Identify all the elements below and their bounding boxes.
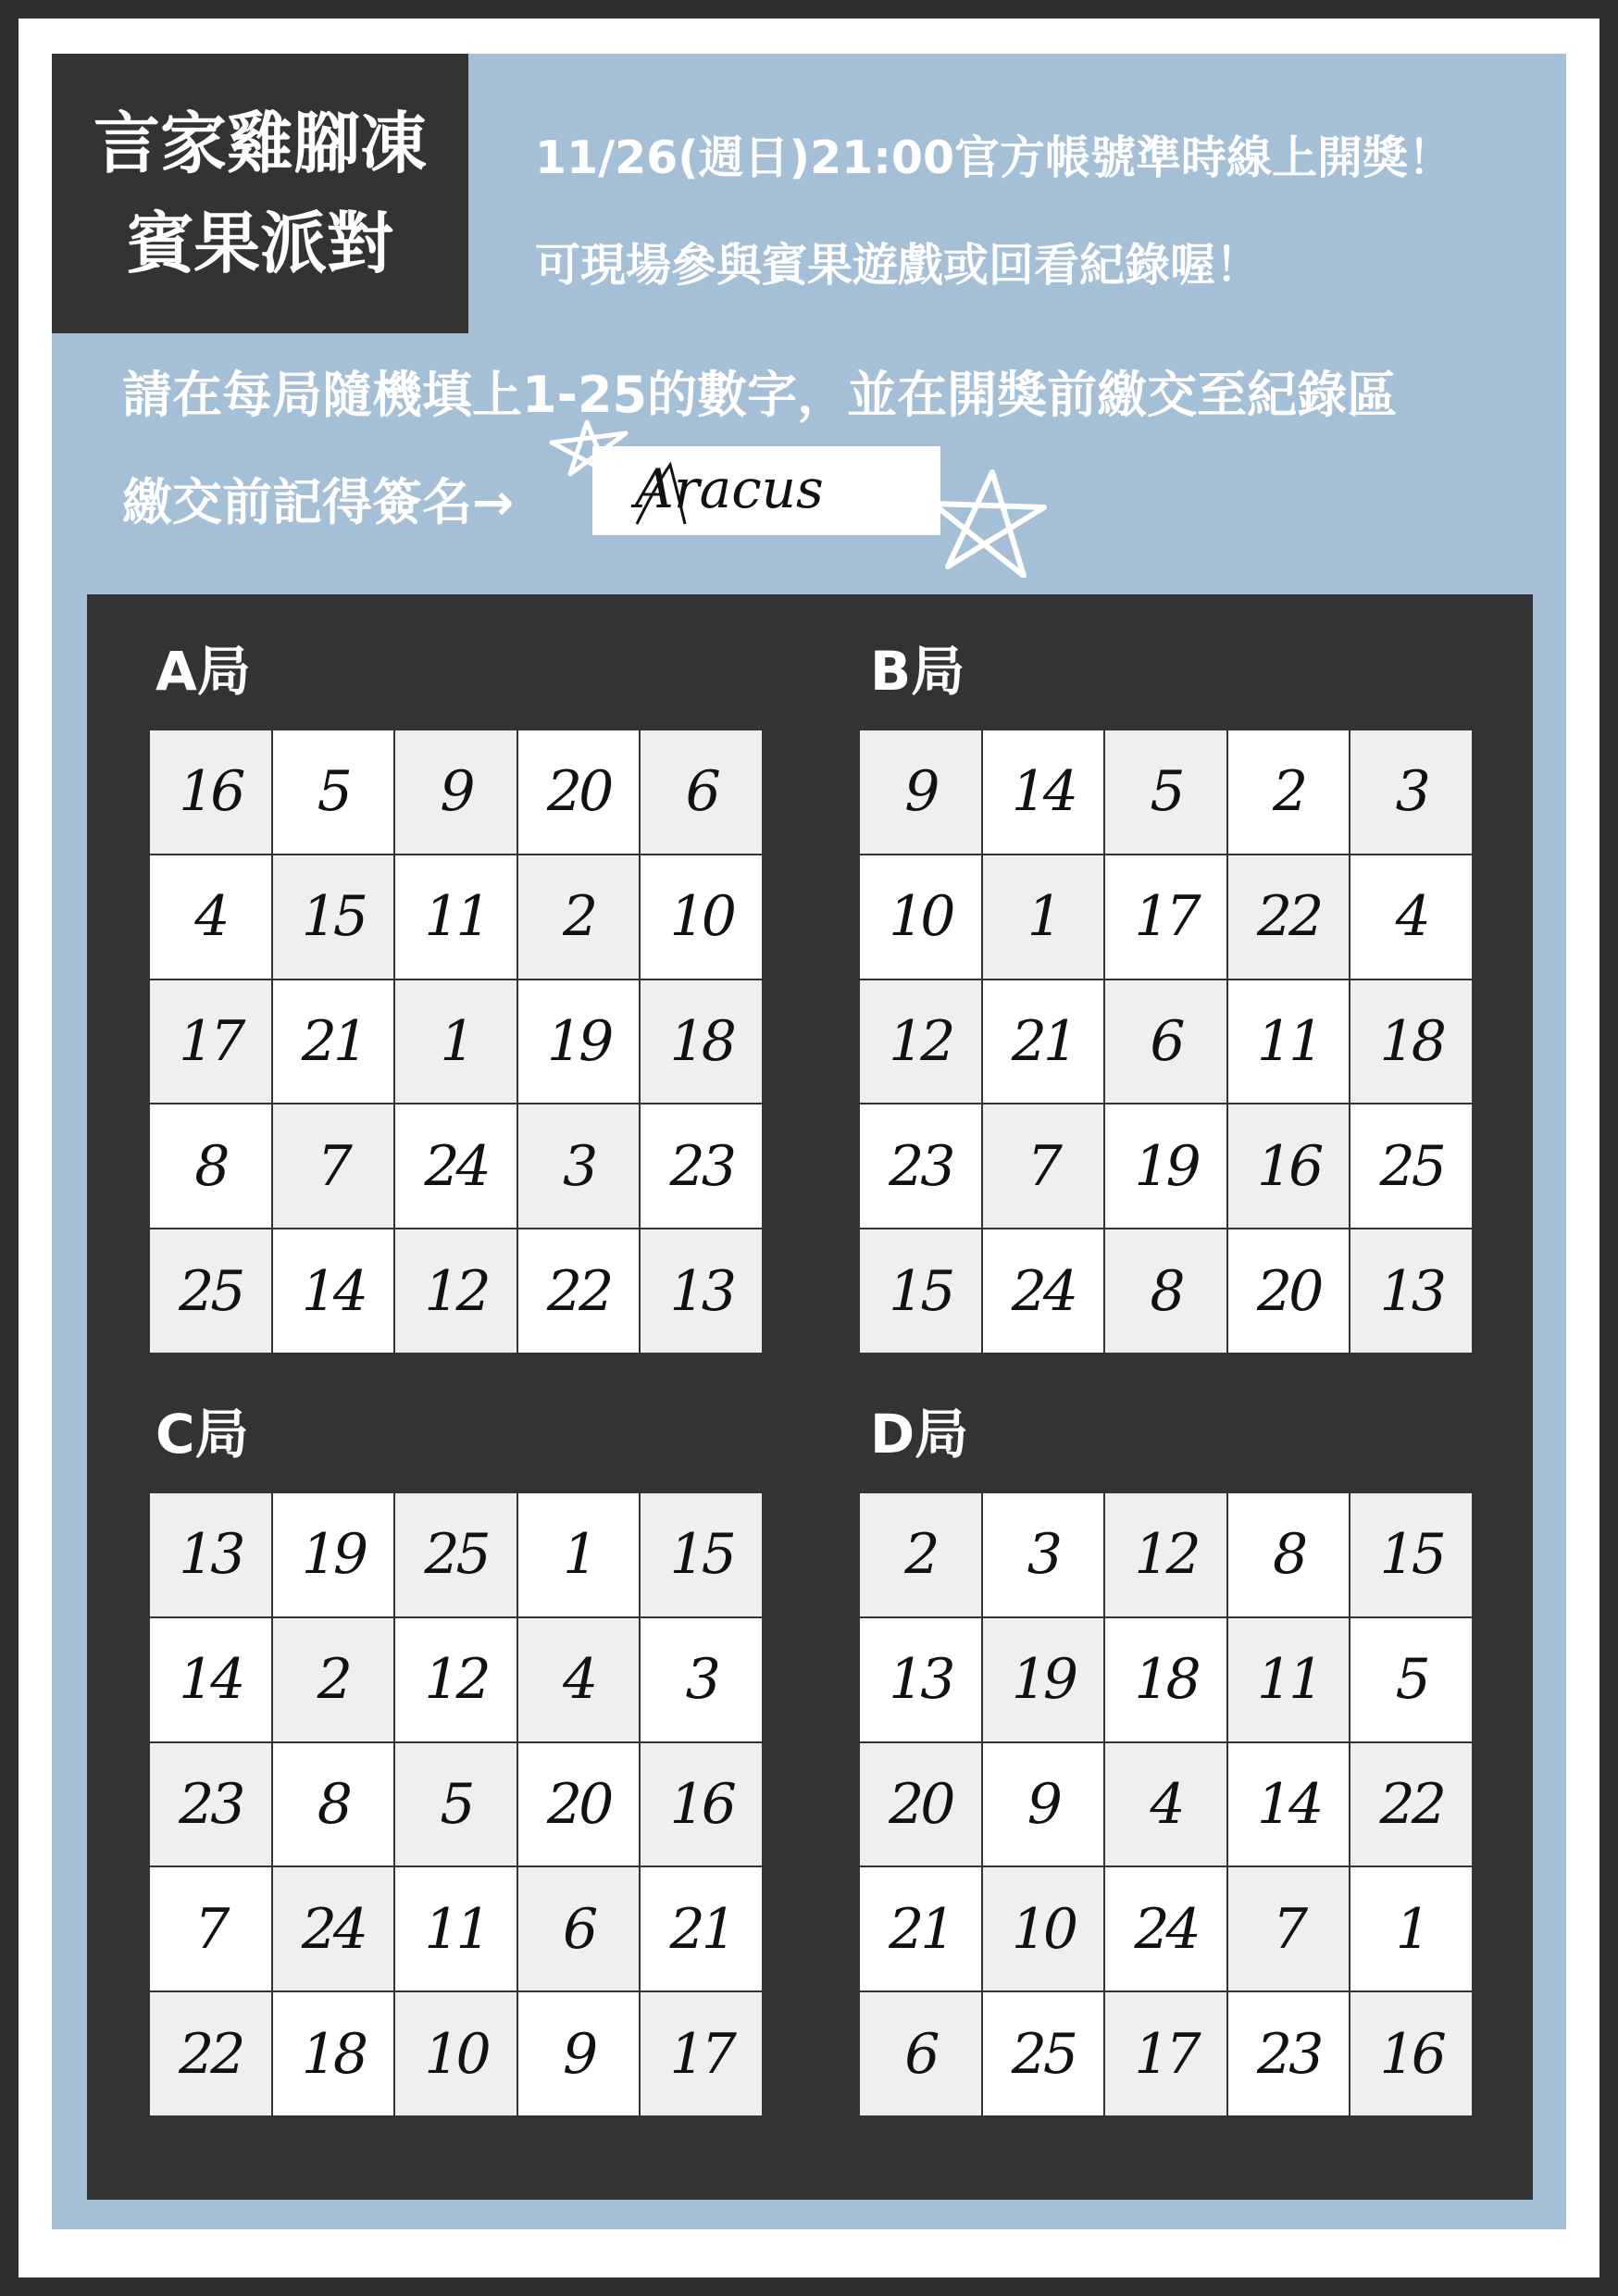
bingo-cell[interactable]: 13 [860, 1618, 981, 1741]
bingo-cell[interactable]: 20 [860, 1743, 981, 1866]
bingo-cell[interactable]: 2 [860, 1493, 981, 1616]
bingo-cell[interactable]: 14 [273, 1229, 394, 1353]
title-block [52, 54, 468, 333]
bingo-cell[interactable]: 12 [395, 1229, 517, 1353]
bingo-cell[interactable]: 23 [150, 1743, 271, 1866]
bingo-cell[interactable]: 21 [273, 980, 394, 1104]
bingo-cell[interactable]: 11 [1228, 1618, 1350, 1741]
bingo-cell[interactable]: 20 [1228, 1229, 1350, 1353]
bingo-cell[interactable]: 12 [1105, 1493, 1226, 1616]
title-line-2: 賓果派對 [126, 205, 393, 282]
bingo-cell[interactable]: 19 [518, 980, 640, 1104]
bingo-cell[interactable]: 14 [150, 1618, 271, 1741]
bingo-cell[interactable]: 8 [273, 1743, 394, 1866]
bingo-cell[interactable]: 23 [1228, 1992, 1350, 2115]
game-c-grid [148, 1491, 764, 2117]
game-c-label: C局 [156, 1403, 249, 1466]
bingo-cell[interactable]: 3 [983, 1493, 1104, 1616]
bingo-cell[interactable]: 16 [1350, 1992, 1472, 2115]
announcement-line-1: 11/26(週日)21:00官方帳號準時線上開獎！ [535, 131, 1454, 184]
bingo-cell[interactable]: 19 [983, 1618, 1104, 1741]
bingo-cell[interactable]: 6 [860, 1992, 981, 2115]
bingo-cell[interactable]: 3 [641, 1618, 762, 1741]
bingo-cell[interactable]: 22 [150, 1992, 271, 2115]
bingo-cell[interactable]: 12 [395, 1618, 517, 1741]
bingo-cell[interactable]: 9 [518, 1992, 640, 2115]
bingo-cell[interactable]: 7 [1228, 1867, 1350, 1990]
bingo-cell[interactable]: 5 [273, 730, 394, 854]
game-d-grid [858, 1491, 1474, 2117]
bingo-cell[interactable]: 18 [1350, 980, 1472, 1104]
bingo-cell[interactable]: 4 [518, 1618, 640, 1741]
bingo-cell[interactable]: 15 [860, 1229, 981, 1353]
bingo-cell[interactable]: 22 [518, 1229, 640, 1353]
bingo-cell[interactable]: 7 [273, 1104, 394, 1228]
bingo-cell[interactable]: 25 [395, 1493, 517, 1616]
bingo-cell[interactable]: 19 [273, 1493, 394, 1616]
bingo-cell[interactable]: 10 [983, 1867, 1104, 1990]
bingo-cell[interactable]: 23 [860, 1104, 981, 1228]
bingo-cell[interactable]: 1 [518, 1493, 640, 1616]
bingo-cell[interactable]: 10 [395, 1992, 517, 2115]
bingo-cell[interactable]: 9 [860, 730, 981, 854]
bingo-cell[interactable]: 8 [1228, 1493, 1350, 1616]
game-a-grid [148, 729, 764, 1354]
bingo-cell[interactable]: 1 [395, 980, 517, 1104]
bingo-cell[interactable]: 3 [518, 1104, 640, 1228]
bingo-cell[interactable]: 14 [983, 730, 1104, 854]
bingo-cell[interactable]: 8 [150, 1104, 271, 1228]
bingo-cell[interactable]: 24 [983, 1229, 1104, 1353]
bingo-cell[interactable]: 2 [1228, 730, 1350, 854]
bingo-cell[interactable]: 20 [518, 1743, 640, 1866]
bingo-cell[interactable]: 11 [1228, 980, 1350, 1104]
bingo-cell[interactable]: 21 [641, 1867, 762, 1990]
bingo-cell[interactable]: 17 [1105, 1992, 1226, 2115]
bingo-cell[interactable]: 24 [273, 1867, 394, 1990]
bingo-cell[interactable]: 18 [641, 980, 762, 1104]
instruction-line-2: 繳交前記得簽名→ [122, 473, 515, 531]
bingo-cell[interactable]: 15 [273, 855, 394, 979]
bingo-cell[interactable]: 11 [395, 1867, 517, 1990]
bingo-cell[interactable]: 18 [1105, 1618, 1226, 1741]
bingo-cell[interactable]: 5 [1105, 730, 1226, 854]
bingo-cell[interactable]: 19 [1105, 1104, 1226, 1228]
bingo-cell[interactable]: 16 [1228, 1104, 1350, 1228]
bingo-cell[interactable]: 16 [641, 1743, 762, 1866]
bingo-cell[interactable]: 25 [1350, 1104, 1472, 1228]
bingo-cell[interactable]: 6 [1105, 980, 1226, 1104]
bingo-cell[interactable]: 18 [273, 1992, 394, 2115]
bingo-cell[interactable]: 25 [150, 1229, 271, 1353]
game-a-label: A局 [156, 640, 251, 703]
bingo-cell[interactable]: 10 [860, 855, 981, 979]
bingo-cell[interactable]: 5 [395, 1743, 517, 1866]
bingo-cell[interactable]: 1 [983, 855, 1104, 979]
bingo-cell[interactable]: 14 [1228, 1743, 1350, 1866]
bingo-cell[interactable]: 13 [1350, 1229, 1472, 1353]
bingo-cell[interactable]: 13 [150, 1493, 271, 1616]
game-b-label: B局 [870, 640, 965, 703]
bingo-cell[interactable]: 3 [1350, 730, 1472, 854]
bingo-cell[interactable]: 2 [518, 855, 640, 979]
bingo-cell[interactable]: 21 [860, 1867, 981, 1990]
bingo-cell[interactable]: 21 [983, 980, 1104, 1104]
bingo-cell[interactable]: 22 [1350, 1743, 1472, 1866]
bingo-cell[interactable]: 24 [395, 1104, 517, 1228]
star-doodle-icon [922, 467, 1052, 578]
game-d-label: D局 [870, 1403, 969, 1466]
bingo-cell[interactable]: 24 [1105, 1867, 1226, 1990]
bingo-cell[interactable]: 9 [983, 1743, 1104, 1866]
bingo-cell[interactable]: 5 [1350, 1618, 1472, 1741]
bingo-cell[interactable]: 6 [641, 730, 762, 854]
title-line-1: 言家雞腳凍 [93, 105, 427, 182]
bingo-cell[interactable]: 2 [273, 1618, 394, 1741]
bingo-cell[interactable]: 10 [641, 855, 762, 979]
game-b-grid [858, 729, 1474, 1354]
bingo-cell[interactable]: 7 [983, 1104, 1104, 1228]
bingo-cell[interactable]: 8 [1105, 1229, 1226, 1353]
announcement-line-2: 可現場參與賓果遊戲或回看紀錄喔！ [535, 239, 1262, 292]
bingo-cell[interactable]: 12 [860, 980, 981, 1104]
bingo-cell[interactable]: 4 [1350, 855, 1472, 979]
bingo-cell[interactable]: 25 [983, 1992, 1104, 2115]
bingo-cell[interactable]: 17 [1105, 855, 1226, 979]
bingo-cell[interactable]: 22 [1228, 855, 1350, 979]
bingo-cell[interactable]: 11 [395, 855, 517, 979]
bingo-cell[interactable]: 15 [1350, 1493, 1472, 1616]
bingo-cell[interactable]: 15 [641, 1493, 762, 1616]
bingo-cell[interactable]: 4 [150, 855, 271, 979]
bingo-cell[interactable]: 20 [518, 730, 640, 854]
bingo-cell[interactable]: 23 [641, 1104, 762, 1228]
bingo-cell[interactable]: 4 [1105, 1743, 1226, 1866]
bingo-cell[interactable]: 7 [150, 1867, 271, 1990]
bingo-cell[interactable]: 6 [518, 1867, 640, 1990]
svg-text:Aracus: Aracus [635, 457, 824, 520]
bingo-cell[interactable]: 17 [150, 980, 271, 1104]
bingo-cell[interactable]: 1 [1350, 1867, 1472, 1990]
bingo-cell[interactable]: 16 [150, 730, 271, 854]
signature [592, 446, 940, 535]
instruction-line-1: 請在每局隨機填上1-25的數字，並在開獎前繳交至紀錄區 [122, 366, 1398, 424]
bingo-cell[interactable]: 17 [641, 1992, 762, 2115]
bingo-cell[interactable]: 13 [641, 1229, 762, 1353]
bingo-cell[interactable]: 9 [395, 730, 517, 854]
